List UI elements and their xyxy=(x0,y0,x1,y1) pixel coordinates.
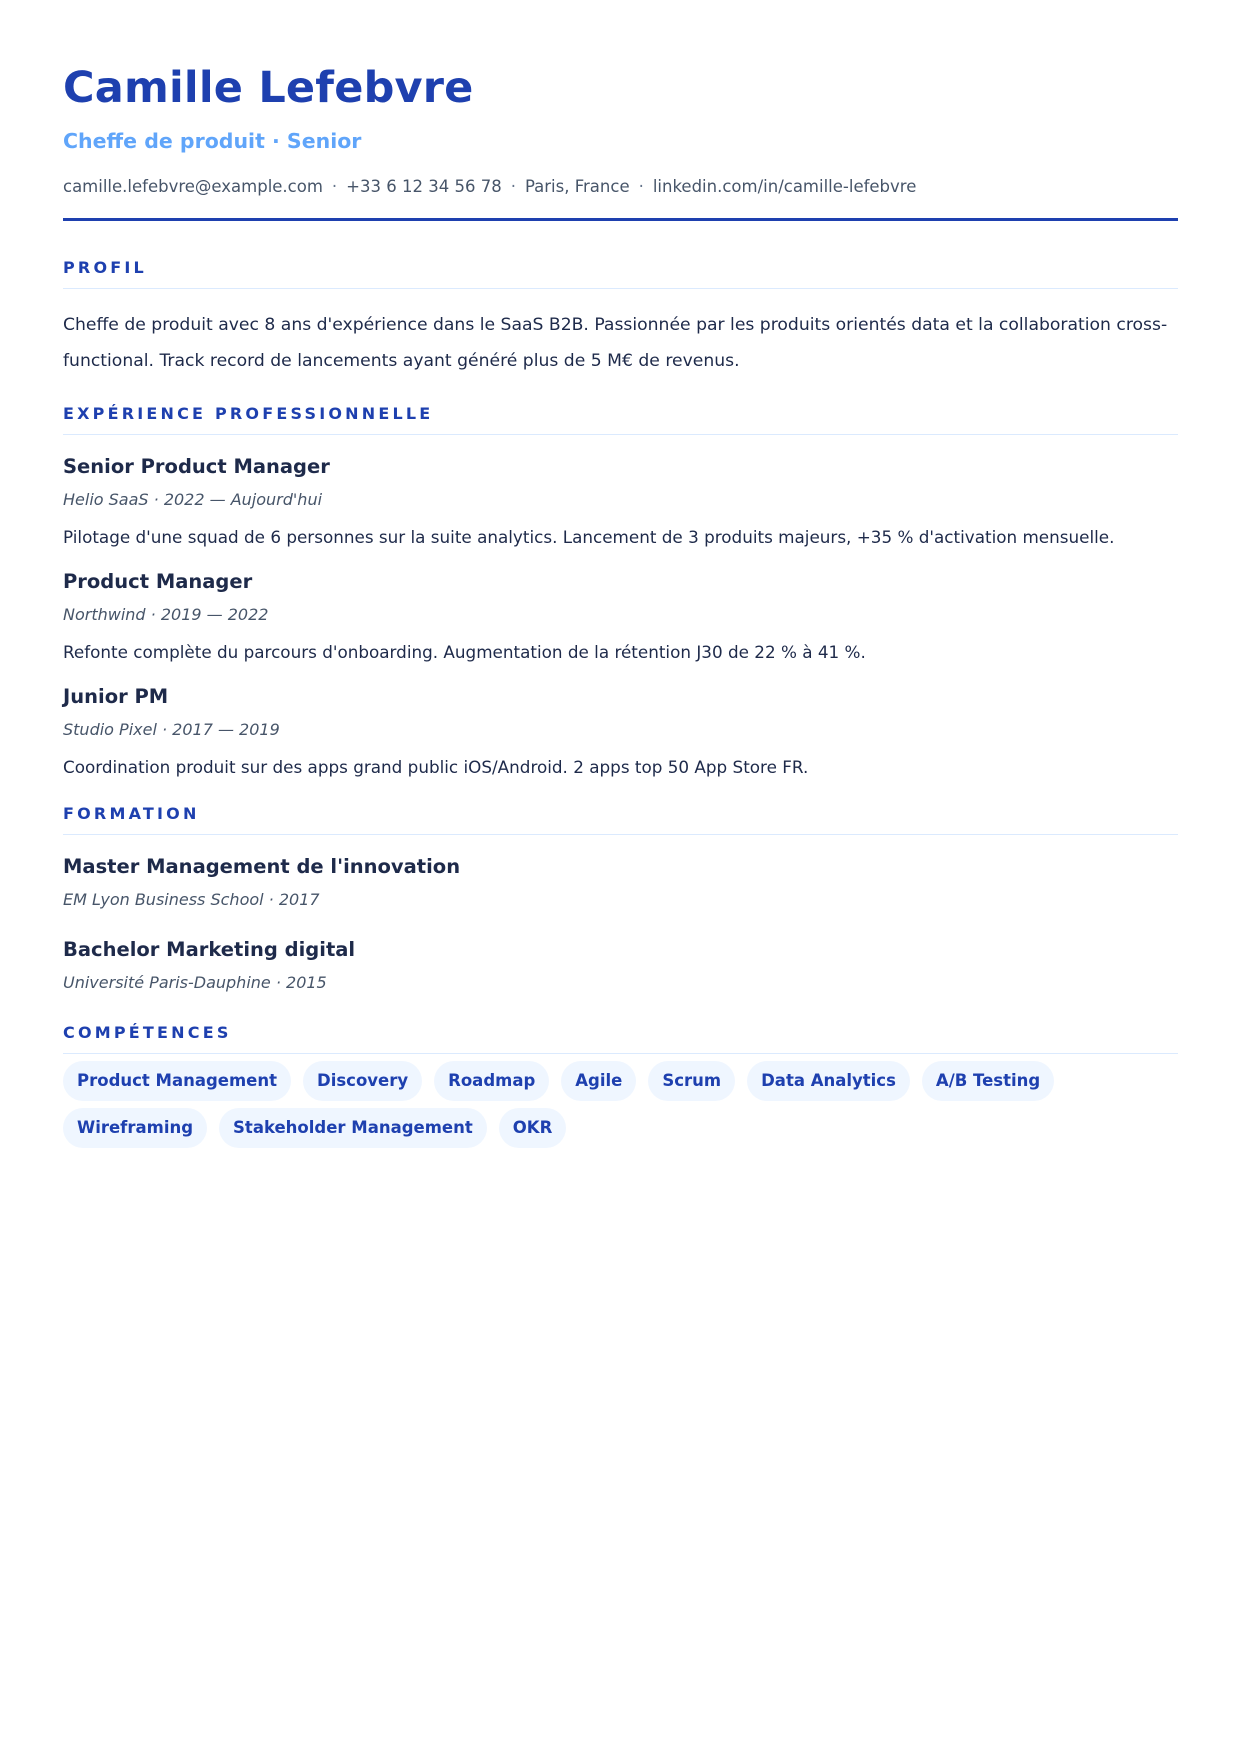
candidate-role: Cheffe de produit · Senior xyxy=(63,129,362,153)
job-description: Refonte complète du parcours d'onboarding. Augmentation de la rétention J30 de 22 % à 41 %. xyxy=(63,642,866,662)
contact-separator: · xyxy=(331,177,338,196)
section-title-profile: PROFIL xyxy=(63,257,1178,289)
skill-chip: Scrum xyxy=(648,1061,735,1101)
job-title: Product Manager xyxy=(63,570,253,593)
candidate-name: Camille Lefebvre xyxy=(63,63,474,113)
experience-list xyxy=(63,454,1178,779)
contact-email: camille.lefebvre@example.com xyxy=(63,177,323,196)
job-description: Pilotage d'une squad de 6 personnes sur la suite analytics. Lancement de 3 produits majeurs, +35 % d'activation mensuelle. xyxy=(63,527,1115,547)
skill-chip: Discovery xyxy=(303,1061,422,1101)
job-meta: Northwind · 2019 — 2022 xyxy=(63,605,269,624)
education-section xyxy=(63,803,1178,994)
skill-chip: Roadmap xyxy=(434,1061,549,1101)
skill-chip: Agile xyxy=(561,1061,636,1101)
contact-separator: · xyxy=(638,177,644,196)
job-meta: Studio Pixel · 2017 — 2019 xyxy=(63,720,280,739)
skill-chip: A/B Testing xyxy=(922,1061,1054,1101)
skills-list xyxy=(63,1061,1178,1148)
job-meta: Helio SaaS · 2022 — Aujourd'hui xyxy=(63,490,323,509)
education-entry xyxy=(63,937,1178,994)
contact-line xyxy=(63,176,1178,198)
skill-chip: Data Analytics xyxy=(747,1061,910,1101)
profile-summary: Cheffe de produit avec 8 ans d'expérience dans le SaaS B2B. Passionnée par les produits orientés data et la collaboration cross-functional. Track record de lancements ayant généré plus de 5 M€ de revenus. xyxy=(63,315,1168,371)
degree-title: Bachelor Marketing digital xyxy=(63,938,356,961)
education-list xyxy=(63,854,1178,994)
experience-entry xyxy=(63,684,1178,779)
education-entry xyxy=(63,854,1178,911)
contact-phone: +33 6 12 34 56 78 xyxy=(346,177,502,196)
contact-linkedin: linkedin.com/in/camille-lefebvre xyxy=(652,177,917,196)
contact-location: Paris, France xyxy=(524,177,630,196)
resume-header xyxy=(63,60,1178,221)
contact-separator: · xyxy=(510,177,516,196)
degree-meta: EM Lyon Business School · 2017 xyxy=(63,890,320,909)
skill-chip: Stakeholder Management xyxy=(219,1108,487,1148)
experience-entry xyxy=(63,569,1178,664)
section-title-experience: EXPÉRIENCE PROFESSIONNELLE xyxy=(63,403,1178,435)
skills-section xyxy=(63,1022,1178,1148)
skill-chip: OKR xyxy=(499,1108,567,1148)
job-description: Coordination produit sur des apps grand public iOS/Android. 2 apps top 50 App Store FR. xyxy=(63,757,809,777)
section-title-education: FORMATION xyxy=(63,803,1178,835)
degree-meta: Université Paris-Dauphine · 2015 xyxy=(63,973,327,992)
experience-entry xyxy=(63,454,1178,549)
job-title: Junior PM xyxy=(63,685,169,708)
job-title: Senior Product Manager xyxy=(63,455,330,478)
header-divider xyxy=(63,218,1178,221)
skill-chip: Wireframing xyxy=(63,1108,207,1148)
experience-section xyxy=(63,403,1178,779)
profile-section xyxy=(63,257,1178,379)
degree-title: Master Management de l'innovation xyxy=(63,855,461,878)
section-title-skills: COMPÉTENCES xyxy=(63,1022,1178,1054)
skill-chip: Product Management xyxy=(63,1061,291,1101)
